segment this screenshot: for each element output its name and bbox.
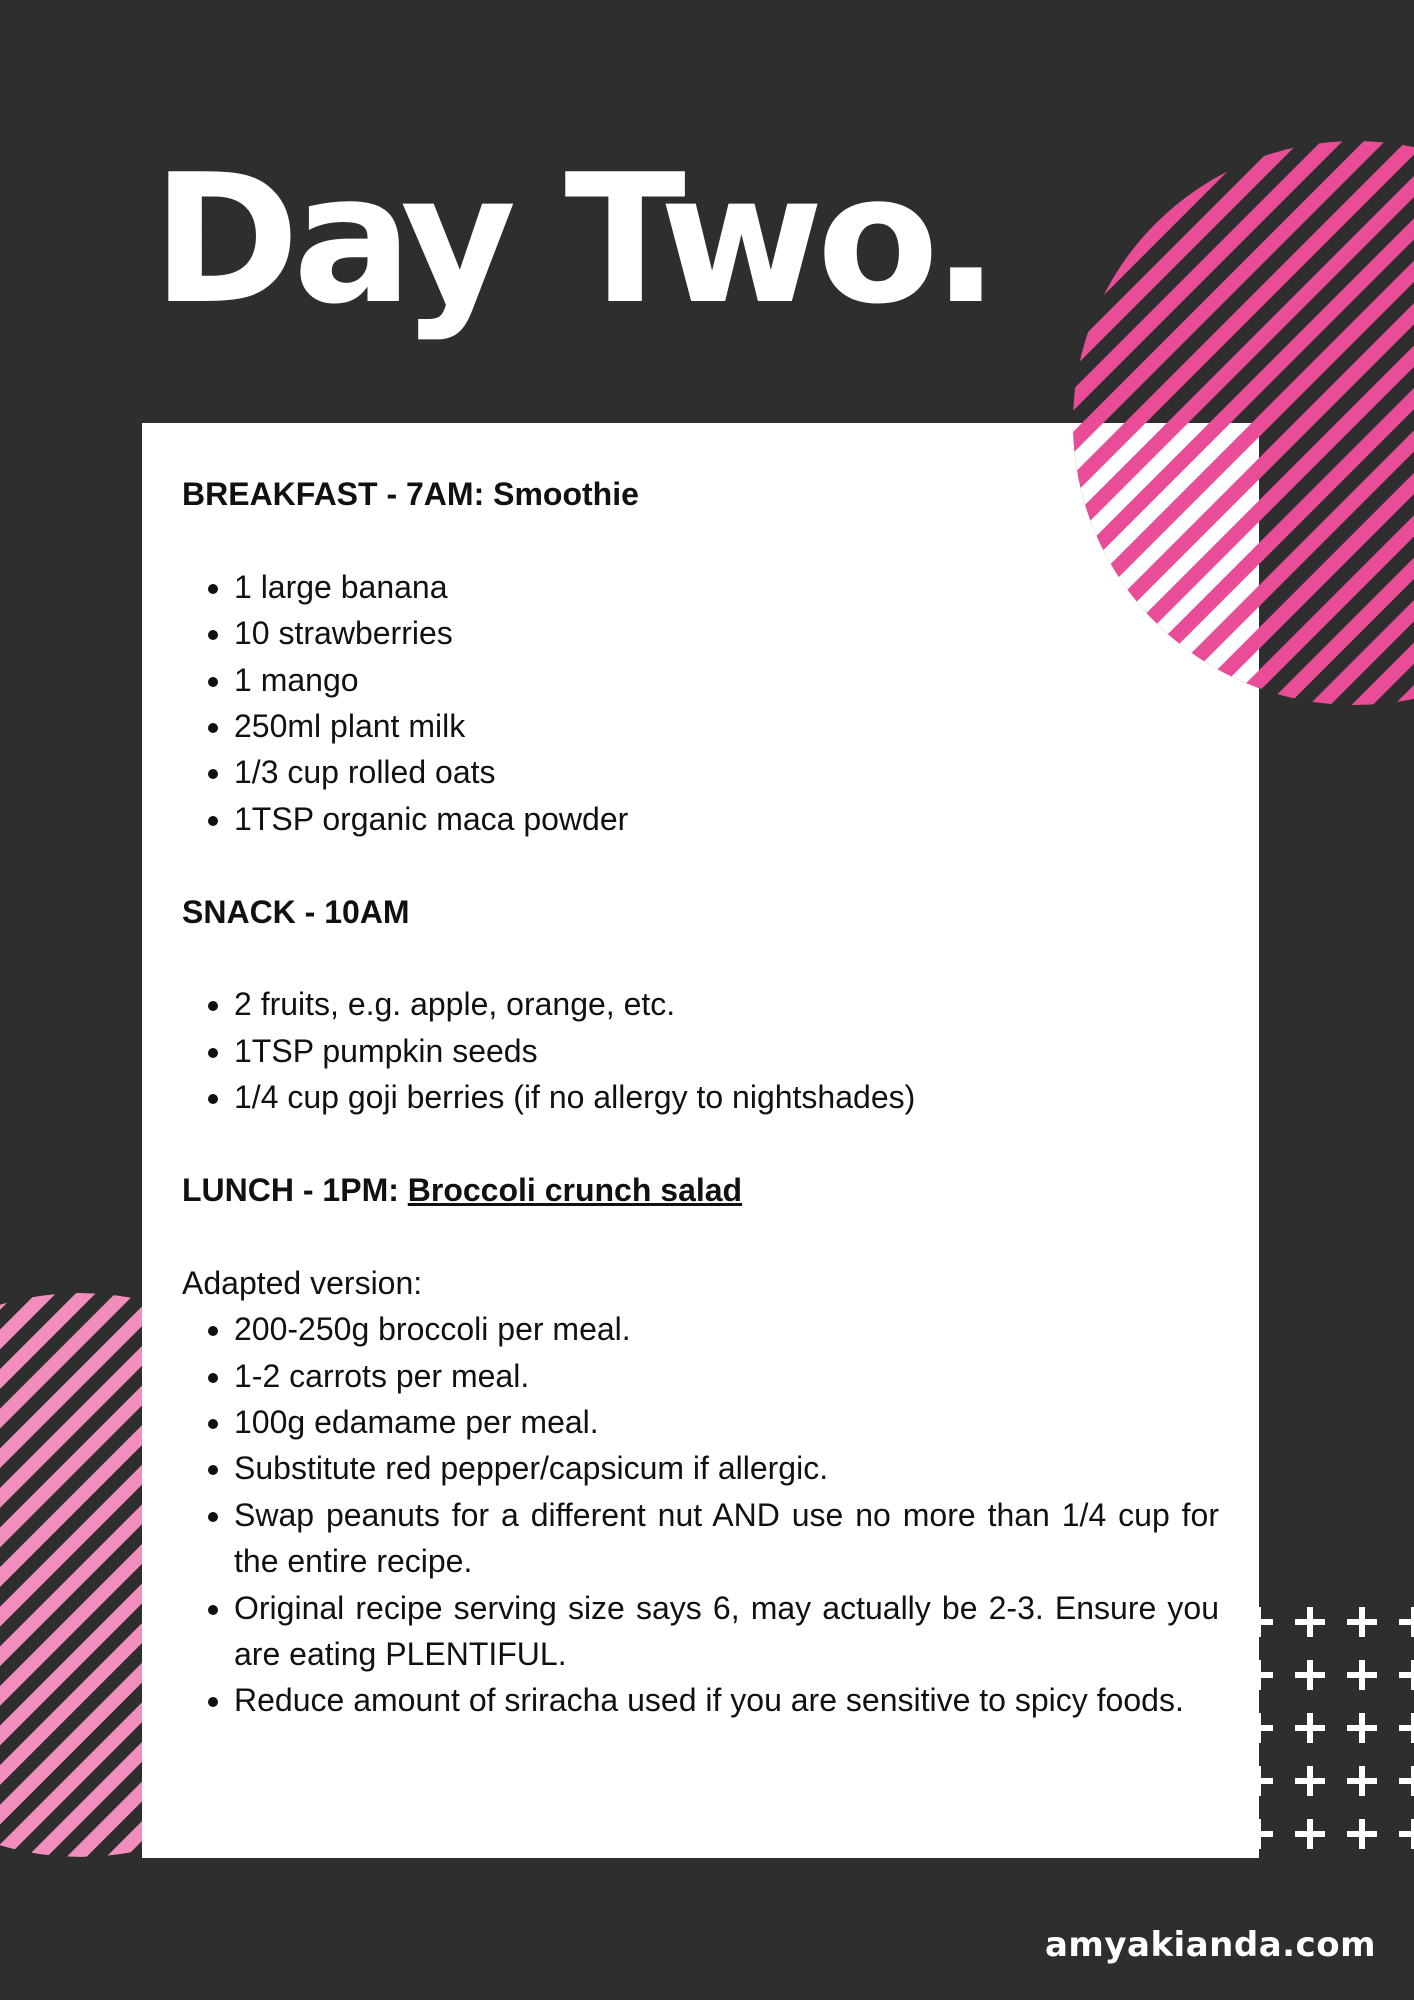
lunch-intro: Adapted version:: [182, 1264, 423, 1301]
footer-website: amyakianda.com: [1044, 1925, 1376, 1965]
lunch-heading-label: LUNCH - 1PM:: [182, 1172, 399, 1209]
list-item: • 1 large banana: [234, 564, 1219, 610]
list-item: • 100g edamame per meal.: [234, 1399, 1219, 1445]
list-item: • Original recipe serving size says 6, may actually be 2-3. Ensure you are eating PLENTIFUL.: [234, 1585, 1219, 1678]
lunch-items-list: [182, 1306, 1219, 1724]
snack-items-list: [182, 981, 1219, 1120]
snack-heading: SNACK - 10AM: [182, 893, 410, 930]
breakfast-items-list: [182, 564, 1219, 842]
list-item: • 10 strawberries: [234, 610, 1219, 656]
list-item: • 1/4 cup goji berries (if no allergy to nightshades): [234, 1074, 1219, 1120]
lunch-heading: [182, 1167, 1219, 1213]
list-item: • 200-250g broccoli per meal.: [234, 1306, 1219, 1352]
list-item: • Substitute red pepper/capsicum if allergic.: [234, 1445, 1219, 1491]
list-item: • 1TSP pumpkin seeds: [234, 1028, 1219, 1074]
list-item: • 250ml plant milk: [234, 703, 1219, 749]
list-item: • Reduce amount of sriracha used if you are sensitive to spicy foods.: [234, 1677, 1219, 1723]
page-title: Day Two.: [152, 136, 993, 343]
list-item: • Swap peanuts for a different nut AND use no more than 1/4 cup for the entire recipe.: [234, 1492, 1219, 1585]
broccoli-salad-link[interactable]: Broccoli crunch salad: [407, 1172, 743, 1209]
list-item: • 1-2 carrots per meal.: [234, 1353, 1219, 1399]
striped-circle-top-right: [1070, 138, 1414, 708]
list-item: • 1 mango: [234, 657, 1219, 703]
breakfast-heading: [182, 471, 1219, 517]
breakfast-heading-label: BREAKFAST - 7AM:: [182, 476, 485, 512]
list-item: • 2 fruits, e.g. apple, orange, etc.: [234, 981, 1219, 1027]
list-item: • 1/3 cup rolled oats: [234, 749, 1219, 795]
list-item: • 1TSP organic maca powder: [234, 796, 1219, 842]
plus-pattern-decoration: [1240, 1598, 1414, 1868]
breakfast-heading-meal: Smoothie: [493, 476, 639, 512]
